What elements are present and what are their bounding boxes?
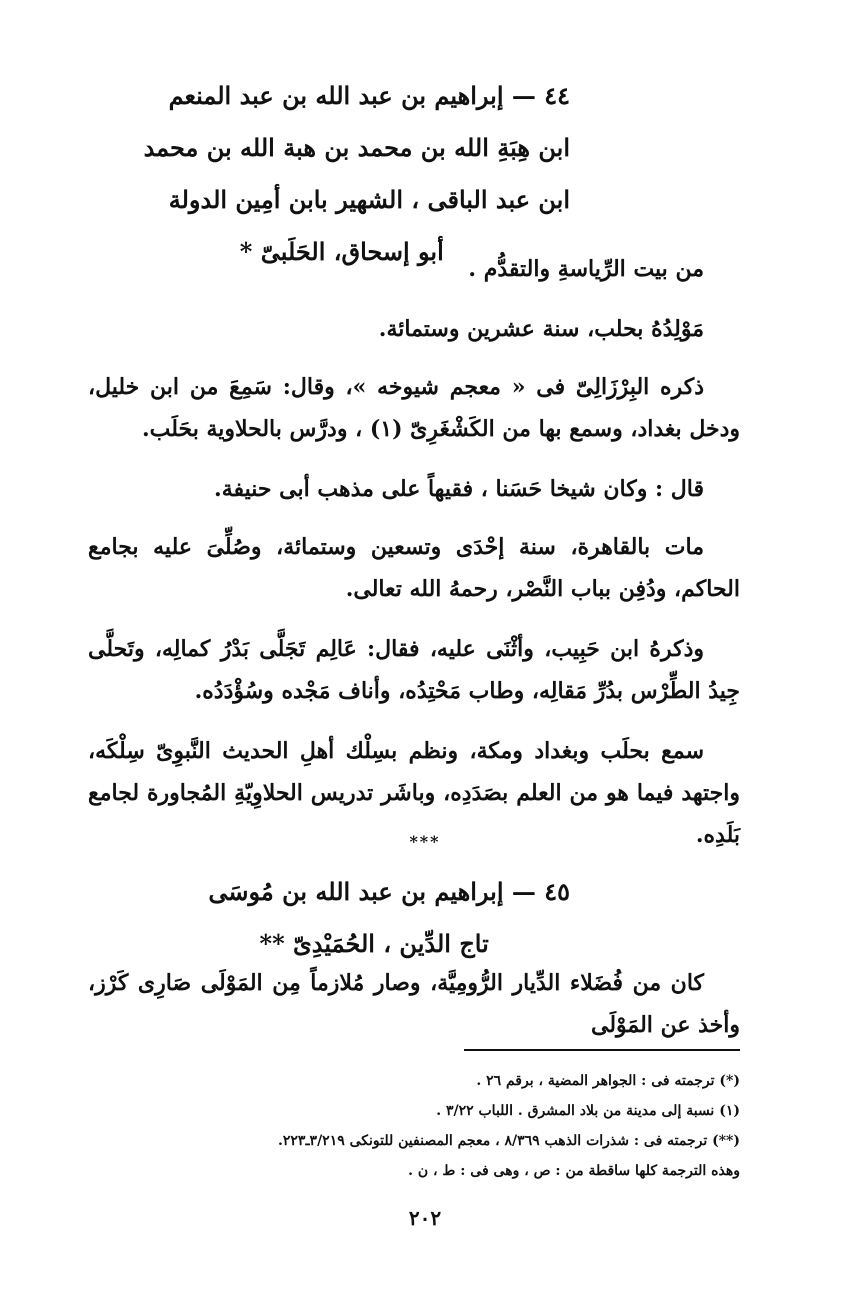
entry-44-heading-line: أبو إسحاق، الحَلَبىّ *	[239, 237, 444, 266]
entry-45-heading-line: ٤٥ — إبراهيم بن عبد الله بن مُوسَى	[208, 877, 570, 906]
entry-45-heading	[208, 866, 570, 970]
entry-44-paragraph: ذكره البِرْزَالِىّ فى « معجم شيوخه »، وقال: سَمِعَ من ابن خليل، ودخل بغداد، وسمع بها من الكَشْغَرِىّ (١) ، ودرَّس بالحلاوية بحَلَب.	[88, 374, 740, 442]
entry-45-paragraph: كان من فُضَلاء الدِّيار الرُّومِيَّة، وصار مُلازماً مِن المَوْلَى صَارِى كَرْز، وأخذ عن المَوْلَى	[88, 970, 740, 1038]
entry-44-heading-line: ابن هِبَةِ الله بن محمد بن هبة الله بن محمد	[143, 133, 570, 162]
entry-44-heading-line: ابن عبد الباقى ، الشهير بابن أمِين الدولة	[168, 185, 570, 214]
entry-44-paragraph: من بيت الرِّياسةِ والتقدُّم .	[468, 256, 704, 282]
section-separator: ***	[409, 832, 441, 851]
footnote: (١) نسبة إلى مدينة من بلاد المشرق . اللباب ٣/٢٢ .	[436, 1103, 740, 1119]
entry-44-heading	[144, 70, 570, 278]
footnote: وهذه الترجمة كلها ساقطة من : ص ، وهى فى : ط ، ن .	[408, 1163, 740, 1179]
footnotes	[200, 1066, 740, 1186]
entry-44-paragraph: مَوْلِدُهُ بحلب، سنة عشرين وستمائة.	[378, 316, 704, 342]
entry-44-heading-line: ٤٤ — إبراهيم بن عبد الله بن عبد المنعم	[168, 81, 570, 110]
entry-44-paragraph: سمع بحلَب وبغداد ومكة، ونظم بسِلْك أهلِ الحديث النَّبوِىّ سِلْكَه، واجتهد فيما هو من العلم بصَدَدِه، وباشَر تدريس الحلاوِيّةِ المُجاورة لجامع بَلَدِه.	[88, 738, 740, 848]
entry-44-paragraph: مات بالقاهرة، سنة إحْدَى وتسعين وستمائة، وصُلِّىَ عليه بجامع الحاكم، ودُفِن بباب النَّصْر، رحمهُ الله تعالى.	[88, 534, 740, 602]
entry-45-heading-line: تاج الدِّين ، الحُمَيْدِىّ **	[259, 929, 489, 958]
entry-44-paragraph: قال : وكان شيخا حَسَنا ، فقيهاً على مذهب أبى حنيفة.	[214, 476, 704, 502]
footnote-divider	[464, 1049, 740, 1051]
footnote: (*) ترجمته فى : الجواهر المضية ، برقم ٢٦ .	[476, 1073, 740, 1089]
entry-44-paragraph: وذكرهُ ابن حَبِيب، وأثْنَى عليه، فقال: عَالِم تَجَلَّى بَدْرُ كمالِه، وتَحلَّى جِيدُ الطِّرْس بدُرِّ مَقالِه، وطاب مَحْتِدُه، وأناف مَجْده وسُؤْدَدُه.	[88, 636, 740, 704]
footnote: (**) ترجمته فى : شذرات الذهب ٨/٣٦٩ ، معجم المصنفين للتونكى ٣/٢١٩ـ٢٢٣.	[278, 1133, 740, 1149]
page-number: ٢٠٢	[408, 1206, 442, 1230]
